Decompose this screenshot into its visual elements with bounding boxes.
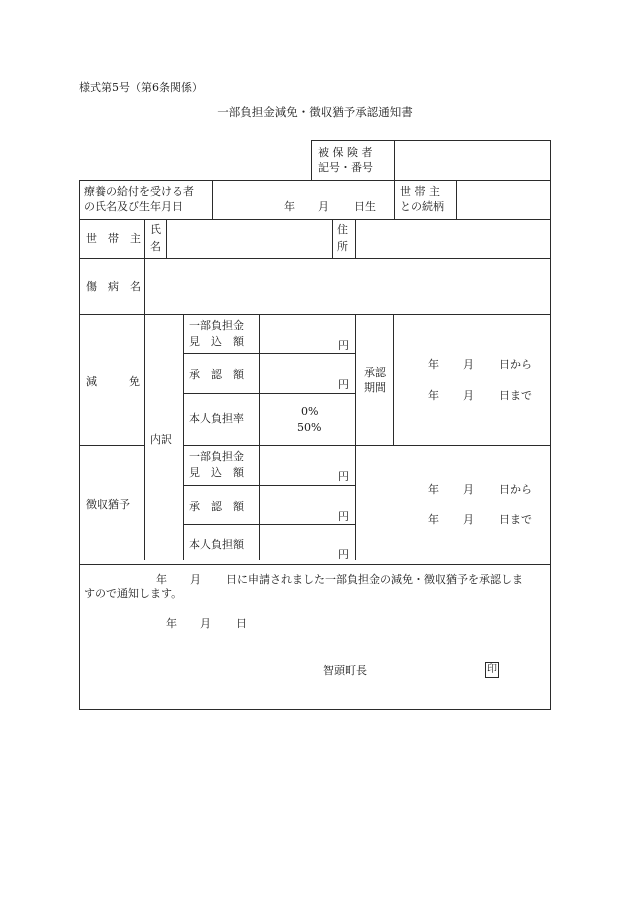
deferral-from-day: 日から <box>499 483 532 496</box>
deferral-from-year: 年 <box>428 483 439 496</box>
deferral-approved-unit: 円 <box>338 510 349 523</box>
reduction-estimate-label-2: 見 込 額 <box>189 335 244 348</box>
notice-date-year: 年 <box>166 617 177 630</box>
breakdown-label: 内訳 <box>150 433 172 446</box>
deferral-burden-unit: 円 <box>338 548 349 561</box>
deferral-estimate-unit: 円 <box>338 470 349 483</box>
reduction-from-year: 年 <box>428 358 439 371</box>
deferral-burden-label: 本人負担額 <box>189 538 244 551</box>
reduction-label-2: 免 <box>129 375 140 388</box>
deferral-estimate-label-2: 見 込 額 <box>189 466 244 479</box>
reduction-to-day: 日まで <box>499 389 532 402</box>
insured-number-field[interactable] <box>396 142 548 178</box>
deferral-approved-label: 承 認 額 <box>189 500 244 513</box>
reduction-rate-label: 本人負担率 <box>189 412 244 425</box>
reduction-rate-option-50: 50% <box>297 421 322 434</box>
reduction-from-month: 月 <box>463 358 474 371</box>
notice-month: 月 <box>190 573 201 586</box>
approval-period-label: 承認 <box>364 366 386 379</box>
reduction-estimate-label: 一部負担金 <box>189 319 244 332</box>
seal-mark: 印 <box>485 662 499 678</box>
issuer-name: 智頭町長 <box>323 664 367 677</box>
householder-name-label-2: 名 <box>150 240 161 253</box>
document-title: 一部負担金減免・徴収猶予承認通知書 <box>217 105 413 119</box>
reduction-from-day: 日から <box>499 358 532 371</box>
notice-body-2: すので通知します。 <box>84 587 183 600</box>
patient-birth-year: 年 <box>284 200 295 213</box>
reduction-estimate-unit: 円 <box>338 339 349 352</box>
deferral-to-month: 月 <box>463 513 474 526</box>
deferral-from-month: 月 <box>463 483 474 496</box>
deferral-to-day: 日まで <box>499 513 532 526</box>
notice-body: 日に申請されました一部負担金の減免・徴収猶予を承認しま <box>226 573 523 586</box>
approval-period-label-2: 期間 <box>364 381 386 394</box>
disease-label: 傷 病 名 <box>86 280 141 293</box>
deferral-label: 徴収猶予 <box>86 498 130 511</box>
relation-label-2: との続柄 <box>400 200 444 213</box>
patient-label: 療養の給付を受ける者 <box>84 185 194 198</box>
insured-number-label-2: 記号・番号 <box>318 161 373 174</box>
reduction-to-year: 年 <box>428 389 439 402</box>
deferral-to-year: 年 <box>428 513 439 526</box>
notice-date-day: 日 <box>236 617 247 630</box>
patient-birth-day: 日生 <box>354 200 376 213</box>
householder-address-label: 住 <box>337 223 348 236</box>
reduction-to-month: 月 <box>463 389 474 402</box>
notice-year: 年 <box>156 573 167 586</box>
reduction-rate-option-0: 0% <box>301 405 319 418</box>
deferral-estimate-label: 一部負担金 <box>189 450 244 463</box>
householder-label: 世 帯 主 <box>86 232 141 245</box>
reduction-approved-unit: 円 <box>338 378 349 391</box>
patient-label-2: の氏名及び生年月日 <box>84 200 183 213</box>
householder-address-label-2: 所 <box>337 240 348 253</box>
insured-number-label: 被 保 険 者 <box>318 146 373 159</box>
notice-date-month: 月 <box>200 617 211 630</box>
householder-name-label: 氏 <box>150 223 161 236</box>
reduction-label: 減 <box>86 375 97 388</box>
reduction-approved-label: 承 認 額 <box>189 368 244 381</box>
relation-label: 世 帯 主 <box>400 185 440 198</box>
form-number: 様式第5号（第6条関係） <box>79 81 203 94</box>
patient-birth-month: 月 <box>318 200 329 213</box>
